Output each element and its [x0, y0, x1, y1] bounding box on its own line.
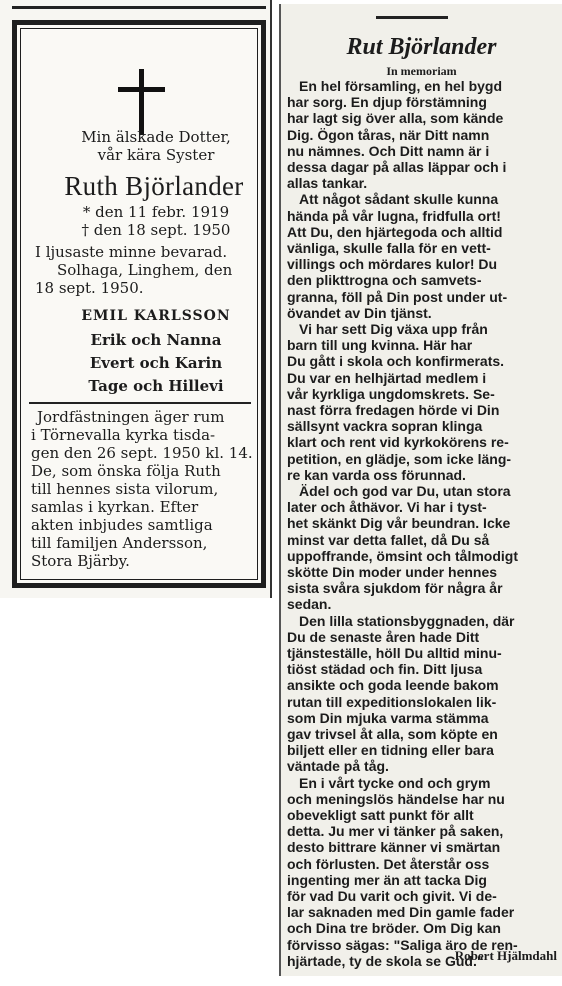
memoriam-line: Att Du, den hjärtegoda och alltid	[287, 223, 503, 240]
memoriam-line: re kan varda oss förunnad.	[287, 466, 466, 483]
memory-line: I ljusaste minne bevarad.	[35, 243, 228, 261]
notice-frame	[12, 20, 266, 588]
memoriam-line: petition, en glädje, som icke läng-	[287, 450, 512, 467]
memoriam-line: och Dina tre bröder. Om Dig kan	[287, 920, 501, 937]
memoriam-line: hända på vår lugna, fridfulla ort!	[287, 207, 501, 224]
intro-line: vår kära Syster	[97, 146, 215, 164]
memoriam-line: ansikte och goda leende bakom	[287, 677, 499, 694]
funeral-line: till familjen Andersson,	[31, 534, 208, 552]
memoriam-line: förvisso sägas: "Saliga äro de ren-	[287, 936, 518, 953]
cross-icon-bar	[118, 87, 165, 92]
funeral-line: i Törnevalla kyrka tisda-	[31, 426, 216, 444]
memoriam-line: och förlusten. Det återstår oss	[287, 855, 490, 872]
family-member: Evert och Karin	[89, 354, 223, 372]
memoriam-line: för vad Du varit och givit. Vi de-	[287, 888, 497, 904]
funeral-line: gen den 26 sept. 1950 kl. 14.	[31, 444, 253, 462]
memoriam-line: har sorg. En djup förstämning	[287, 94, 487, 111]
memoriam-line: ingenting mer än att tacka Dig	[287, 871, 487, 888]
divider-rule	[29, 402, 251, 404]
deceased-name: Ruth Björlander	[64, 171, 244, 201]
memoriam-line: Du gått i skola och konfirmerats.	[287, 353, 505, 370]
memoriam-line: Dig. Ögon tåras, när Ditt namn	[287, 126, 490, 143]
memoriam-line: nu nämnes. Och Ditt namn är i	[287, 142, 490, 159]
top-rule	[12, 6, 266, 9]
funeral-line: samlas i kyrkan. Efter	[31, 498, 199, 516]
memoriam-line: tjänsteställe, höll Du alltid minu-	[287, 645, 502, 661]
memoriam-line: vänliga, skulle falla för en vett-	[287, 240, 491, 256]
memory-line: 18 sept. 1950.	[35, 279, 144, 297]
memoriam-line: som Din mjuka varma stämma	[287, 709, 489, 726]
memoriam-clipping	[279, 4, 562, 976]
memoriam-line: En i vårt tycke ond och grym	[299, 774, 491, 791]
memoriam-line: later och åthävor. Vi har i tyst-	[287, 499, 487, 516]
memoriam-line: granna, föll på Din post under ut-	[287, 288, 508, 305]
memoriam-line: rutan till expeditionslokalen lik-	[287, 693, 497, 710]
funeral-line: Stora Bjärby.	[31, 552, 130, 570]
memoriam-line: villings och mördares kulor! Du	[287, 256, 498, 273]
signature: Robert Hjälmdahl	[454, 948, 557, 963]
family-member: Erik och Nanna	[90, 331, 222, 349]
memory-line: Solhaga, Linghem, den	[57, 261, 233, 279]
funeral-line: De, som önska följa Ruth	[31, 462, 221, 480]
memoriam-line: den plikttrogna och samvets-	[287, 272, 482, 289]
memoriam-line: väntade på tåg.	[287, 758, 389, 775]
memoriam-line: het skänkt Dig vår beundran. Icke	[287, 515, 511, 532]
birth-date: * den 11 febr. 1919	[82, 203, 230, 221]
memoriam-line: detta. Ju mer vi tänker på saken,	[287, 823, 504, 840]
memoriam-line: Att något sådant skulle kunna	[299, 191, 499, 208]
memoriam-line: Den lilla stationsbyggnaden, där	[299, 612, 515, 629]
funeral-line: Jordfästningen äger rum	[37, 408, 225, 426]
memoriam-line: sällsynt vackra sopran klinga	[287, 418, 483, 435]
death-date: † den 18 sept. 1950	[81, 221, 231, 239]
memoriam-line: övandet av Din tjänst.	[287, 304, 432, 321]
memoriam-line: allas tankar.	[287, 175, 368, 192]
memoriam-line: sedan.	[287, 596, 332, 613]
memoriam-line: vår kyrkliga ungdomskrets. Se-	[287, 385, 495, 402]
memoriam-line: minst var detta fallet, då Du så	[287, 531, 490, 548]
death-notice-clipping	[0, 0, 272, 598]
memoriam-line: nast förra fredagen hörde vi Din	[287, 402, 500, 418]
family-member: EMIL KARLSSON	[81, 308, 231, 324]
memoriam-line: obevekligt satt punkt för allt	[287, 807, 474, 823]
memoriam-line: uppoffrande, ömsint och tålmodigt	[287, 547, 518, 564]
memoriam-line: Du var en helhjärtad medlem i	[287, 369, 487, 386]
memoriam-line: hjärtade, ty de skola se Gud."	[287, 952, 484, 969]
memoriam-line: och meningslös händelse har nu	[287, 790, 505, 807]
funeral-line: till hennes sista vilorum,	[31, 480, 219, 498]
memoriam-line: lar saknaden med Din gamle fader	[287, 904, 515, 921]
memoriam-line: gav trivsel åt alla, som köpte en	[287, 726, 498, 742]
memoriam-line: biljett eller en tidning eller bara	[287, 742, 494, 759]
memoriam-line: Ädel och god var Du, utan stora	[299, 483, 511, 499]
memoriam-line: sista svåra sjukdom för några år	[287, 580, 503, 597]
memoriam-line: tiöst städad och fin. Ditt ljusa	[287, 661, 483, 678]
intro-line: Min älskade Dotter,	[81, 128, 231, 146]
memoriam-title: Rut Björlander	[346, 34, 497, 60]
memoriam-line: desto bittrare känner vi smärtan	[287, 839, 501, 856]
memoriam-line: Du de senaste åren hade Ditt	[287, 628, 480, 645]
memoriam-line: dessa dagar på allas läppar och i	[287, 159, 507, 175]
column-top-rule	[376, 16, 448, 19]
cross-icon	[139, 69, 144, 135]
memoriam-line: skötte Din moder under hennes	[287, 564, 498, 580]
memoriam-line: En hel församling, en hel bygd	[299, 78, 503, 94]
memoriam-line: barn till ung kvinna. Här har	[287, 337, 473, 354]
memoriam-line: klart och rent vid kyrkokörens re-	[287, 434, 509, 451]
memoriam-line: Vi har sett Dig växa upp från	[299, 321, 488, 337]
memoriam-subtitle: In memoriam	[386, 64, 457, 78]
memoriam-line: har lagt sig över alla, som kände	[287, 110, 504, 127]
funeral-line: akten inbjudes samtliga	[31, 516, 213, 534]
family-member: Tage och Hillevi	[88, 377, 224, 395]
